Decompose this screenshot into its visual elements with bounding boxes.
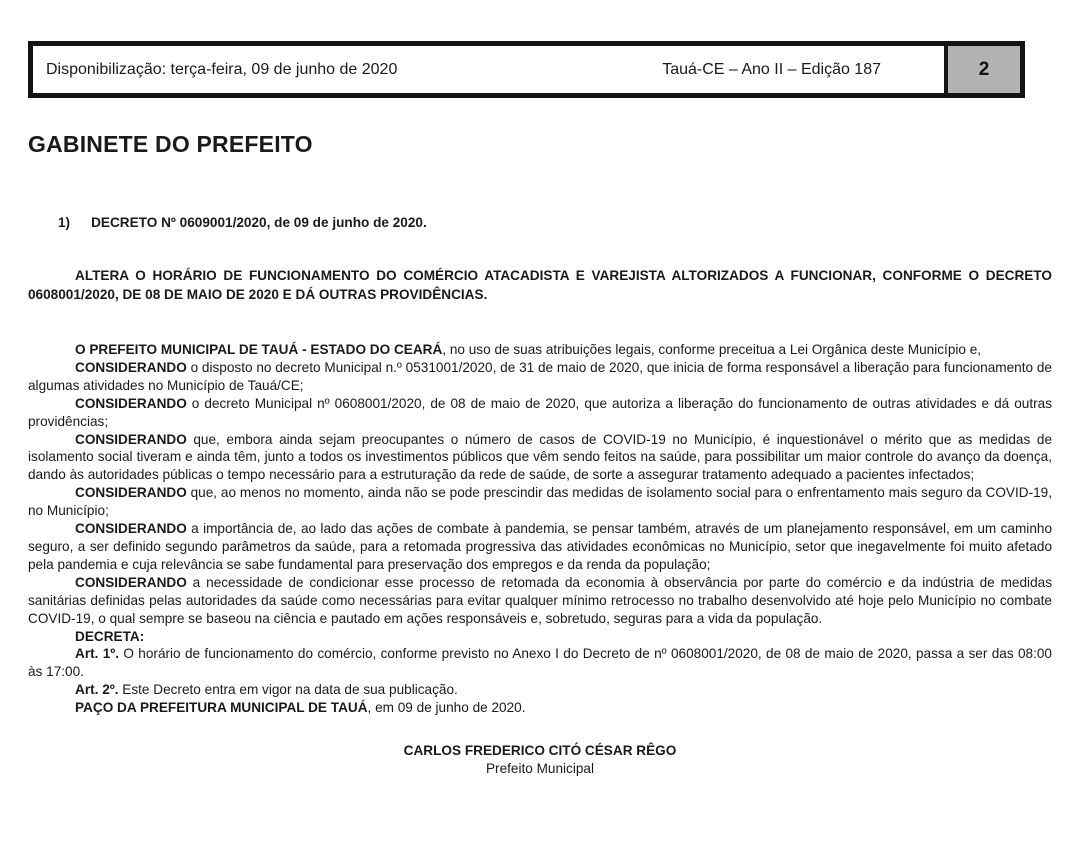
- paragraph-lead: CONSIDERANDO: [75, 431, 187, 447]
- paragraph-text: que, ao menos no momento, ainda não se pode prescindir das medidas de isolamento social para o enfrentamento mais seguro da COVID-19, no Município;: [28, 485, 1052, 519]
- signatory-name: CARLOS FREDERICO CITÓ CÉSAR RÊGO: [403, 743, 677, 759]
- decree-paragraph-considerando-2: [28, 395, 1052, 431]
- decree-paragraph-art-1: [28, 645, 1052, 681]
- decree-paragraph-considerando-4: [28, 484, 1052, 520]
- paragraph-lead: CONSIDERANDO: [75, 574, 187, 590]
- signature-block: [0, 742, 1080, 778]
- paragraph-lead: Art. 2º.: [75, 682, 119, 698]
- section-title: GABINETE DO PREFEITO: [28, 131, 313, 157]
- publication-date-label: Disponibilização: terça-feira, 09 de junho de 2020: [46, 60, 398, 78]
- decree-paragraph-paco: [28, 699, 1052, 717]
- paragraph-text: , em 09 de junho de 2020.: [367, 700, 526, 716]
- edition-info-label: Tauá-CE – Ano II – Edição 187: [662, 60, 881, 78]
- decree-paragraph-considerando-3: [28, 431, 1052, 485]
- paragraph-lead: O PREFEITO MUNICIPAL DE TAUÁ - ESTADO DO CEARÁ: [75, 342, 443, 357]
- decree-paragraph-considerando-1: [28, 359, 1052, 395]
- decree-body: [28, 341, 1052, 717]
- decree-paragraph-considerando-5: [28, 520, 1052, 574]
- decree-item-title: DECRETO Nº 0609001/2020, de 09 de junho de 2020.: [91, 215, 427, 230]
- paragraph-lead: DECRETA:: [75, 628, 145, 644]
- signatory-title: Prefeito Municipal: [485, 761, 595, 777]
- decree-summary: ALTERA O HORÁRIO DE FUNCIONAMENTO DO COMÉRCIO ATACADISTA E VAREJISTA ALTORIZADOS A FUNCIONAR, CONFORME O DECRETO 0608001/2020, DE 08 DE MAIO DE 2020 E DÁ OUTRAS PROVIDÊNCIAS.: [28, 268, 1052, 302]
- paragraph-lead: CONSIDERANDO: [75, 521, 187, 537]
- gazette-masthead: [28, 41, 1025, 98]
- paragraph-text: a necessidade de condicionar esse processo de retomada da economia à observância por parte do comércio e da indústria de medidas sanitárias definidas pelas autoridades da saúde como necessárias para evitar qualquer mínimo retrocesso no trabalho desenvolvido até hoje pelo Município no combate COVID-19, o qual sempre se baseou na ciência e pautado em ações responsáveis e, sobretudo, seguras para a vida da população.: [28, 574, 1052, 626]
- paragraph-text: a importância de, ao lado das ações de combate à pandemia, se pensar também, através de um planejamento responsável, em um caminho seguro, a ser definido segundo parâmetros da saúde, para a retomada progressiva das atividades econômicas no Município, setor que inegavelmente foi muito afetado pela pandemia e cuja relevância se sabe fundamental para preservação dos empregos e da renda da população;: [28, 521, 1052, 572]
- paragraph-lead: CONSIDERANDO: [75, 395, 187, 411]
- paragraph-text: , no uso de suas atribuições legais, conforme preceitua a Lei Orgânica deste Município e,: [442, 342, 982, 357]
- paragraph-text: O horário de funcionamento do comércio, conforme previsto no Anexo I do Decreto de nº 0608001/2020, de 08 de maio de 2020, passa a ser das 08:00 às 17:00.: [28, 646, 1052, 680]
- paragraph-lead: CONSIDERANDO: [75, 485, 187, 501]
- paragraph-lead: Art. 1º.: [75, 646, 120, 662]
- decree-paragraph-considerando-6: [28, 574, 1052, 628]
- paragraph-text: o decreto Municipal nº 0608001/2020, de 08 de maio de 2020, que autoriza a liberação do funcionamento de outras atividades e dá outras providências;: [28, 395, 1052, 429]
- decree-item-heading: [58, 215, 1052, 230]
- paragraph-lead: CONSIDERANDO: [75, 359, 187, 375]
- paragraph-lead: PAÇO DA PREFEITURA MUNICIPAL DE TAUÁ: [75, 700, 368, 716]
- decree-paragraph-art-2: [28, 681, 1052, 699]
- decree-paragraph-preamble: [28, 341, 1052, 359]
- paragraph-text: Este Decreto entra em vigor na data de sua publicação.: [118, 682, 458, 698]
- paragraph-text: que, embora ainda sejam preocupantes o número de casos de COVID-19 no Município, é inquestionável o mérito que as medidas de isolamento social tiveram e ainda têm, junto a todos os investimentos públicos que vêm sendo feitos na saúde, para possibilitar um maior controle do avanço da doença, dando às autoridades públicas o tempo necessário para a estruturação da rede de saúde, de sorte a assegurar tratamento adequado a pacientes infectados;: [28, 431, 1052, 483]
- page-number-badge: 2: [944, 46, 1020, 93]
- decree-paragraph-decreta: [28, 628, 1052, 646]
- paragraph-text: o disposto no decreto Municipal n.º 0531001/2020, de 31 de maio de 2020, que inicia de forma responsável a liberação para funcionamento de algumas atividades no Município de Tauá/CE;: [28, 359, 1052, 393]
- decree-item-number: 1): [58, 215, 71, 230]
